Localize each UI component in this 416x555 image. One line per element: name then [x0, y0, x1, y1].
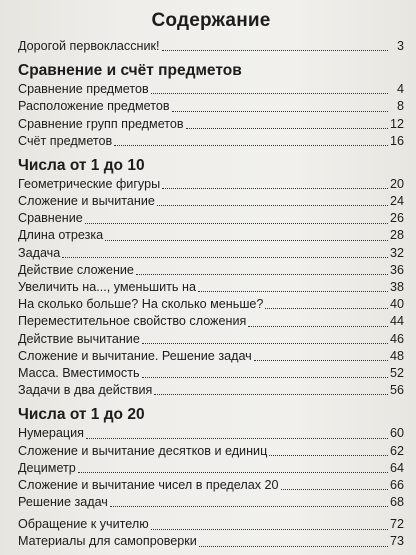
leader-dots: [199, 545, 388, 547]
leader-dots: [151, 528, 388, 530]
toc-entry: [18, 425, 404, 442]
toc-entry: [18, 296, 404, 313]
toc-entry-page: 72: [389, 517, 404, 532]
toc-section: [18, 405, 404, 511]
toc-entry: [18, 365, 404, 382]
toc-entry: [18, 443, 404, 460]
toc-entry: [18, 348, 404, 365]
toc-section: [18, 61, 404, 150]
toc-entry-label: Масса. Вместимость: [18, 365, 140, 380]
toc-entry-label: Сложение и вычитание. Решение задач: [18, 348, 252, 363]
toc-entry: [18, 477, 404, 494]
toc-entry: [18, 313, 404, 330]
leader-dots: [142, 376, 388, 378]
leader-dots: [85, 222, 388, 224]
toc-outro: [18, 516, 404, 550]
toc-entry-page: 56: [389, 383, 404, 398]
toc-entry-label: Геометрические фигуры: [18, 176, 161, 191]
leader-dots: [172, 110, 388, 112]
page-title: Содержание: [151, 10, 271, 31]
toc-entry: [18, 460, 404, 477]
leader-dots: [62, 256, 388, 258]
toc-entry-label: Сложение и вычитание чисел в пределах 20: [18, 477, 279, 492]
toc-entry-label: Задача: [18, 245, 61, 260]
leader-dots: [157, 204, 388, 206]
toc-entry: [18, 534, 404, 551]
leader-dots: [281, 488, 388, 490]
toc-entry: [18, 228, 404, 245]
toc-entry-page: 66: [389, 477, 404, 492]
leader-dots: [248, 325, 388, 327]
leader-dots: [136, 273, 388, 275]
toc-entry: [18, 133, 404, 150]
toc-entry-page: 28: [389, 228, 404, 243]
toc-entry-page: 40: [389, 297, 404, 312]
toc-entry-label: Материалы для самопроверки: [18, 534, 197, 549]
leader-dots: [198, 290, 388, 292]
leader-dots: [154, 393, 388, 395]
toc-entry-label: Сложение и вычитание десятков и единиц: [18, 443, 268, 458]
toc-entry-label: Расположение предметов: [18, 99, 170, 114]
toc-entry: [18, 176, 404, 193]
toc-entry: [18, 98, 404, 115]
toc-entry-page: 73: [389, 534, 404, 549]
toc-entry-page: 64: [389, 460, 404, 475]
toc-entry-page: 60: [389, 426, 404, 441]
toc-entry: [18, 494, 404, 511]
leader-dots: [254, 359, 388, 361]
toc-entry-page: 46: [389, 331, 404, 346]
toc-entry-label: На сколько больше? На сколько меньше?: [18, 297, 264, 312]
toc-entry-page: 16: [389, 133, 404, 148]
toc-entry: [18, 210, 404, 227]
toc-entry-label: Длина отрезка: [18, 228, 104, 243]
toc-entry: [18, 262, 404, 279]
toc-entry-label: Увеличить на..., уменьшить на: [18, 280, 196, 295]
leader-dots: [86, 437, 388, 439]
toc-entry-label: Действие сложение: [18, 262, 134, 277]
toc-entry: [18, 245, 404, 262]
toc-entry-label: Дорогой первоклассник!: [18, 38, 160, 53]
leader-dots: [162, 49, 388, 51]
toc-entry-label: Задачи в два действия: [18, 383, 153, 398]
toc-entry-label: Нумерация: [18, 426, 84, 441]
leader-dots: [114, 144, 388, 146]
leader-dots: [265, 307, 388, 309]
toc-entry-page: 32: [389, 245, 404, 260]
leader-dots: [78, 471, 388, 473]
toc-entry-page: 26: [389, 211, 404, 226]
toc-entry-label: Сравнение групп предметов: [18, 116, 184, 131]
toc-entry-page: 68: [389, 495, 404, 510]
toc-entry-page: 36: [389, 262, 404, 277]
toc-entry-page: 44: [389, 314, 404, 329]
toc-entry-page: 20: [389, 176, 404, 191]
toc-entry: [18, 38, 404, 55]
leader-dots: [110, 505, 388, 507]
toc-entry-page: 48: [389, 348, 404, 363]
toc-entry: [18, 279, 404, 296]
toc-entry-page: 4: [396, 82, 404, 97]
toc-entry-page: 3: [396, 38, 404, 53]
toc-entry: [18, 81, 404, 98]
toc-entry-label: Дециметр: [18, 460, 76, 475]
toc-entry-label: Действие вычитание: [18, 331, 140, 346]
toc-entry: [18, 116, 404, 133]
leader-dots: [186, 127, 388, 129]
section-heading: Числа от 1 до 10: [18, 156, 145, 174]
toc-entry-page: 62: [389, 443, 404, 458]
toc-entry: [18, 382, 404, 399]
toc-entry-label: Переместительное свойство сложения: [18, 314, 247, 329]
toc-entry: [18, 516, 404, 533]
toc-intro: [18, 38, 404, 55]
section-heading: Сравнение и счёт предметов: [18, 62, 242, 80]
toc-entry-label: Обращение к учителю: [18, 517, 149, 532]
toc-entry-page: 24: [389, 194, 404, 209]
toc-entry-page: 38: [389, 280, 404, 295]
leader-dots: [162, 187, 388, 189]
toc-entry-page: 8: [396, 99, 404, 114]
toc-entry-label: Решение задач: [18, 495, 108, 510]
toc-section: [18, 156, 404, 399]
section-heading: Числа от 1 до 20: [18, 406, 145, 424]
toc-entry-label: Счёт предметов: [18, 133, 113, 148]
toc-entry-label: Сравнение: [18, 211, 83, 226]
leader-dots: [105, 239, 388, 241]
leader-dots: [142, 342, 388, 344]
leader-dots: [269, 454, 388, 456]
toc-entry: [18, 193, 404, 210]
toc-entry-label: Сравнение предметов: [18, 82, 149, 97]
toc-entry: [18, 331, 404, 348]
toc-entry-label: Сложение и вычитание: [18, 194, 155, 209]
toc-entry-page: 52: [389, 365, 404, 380]
leader-dots: [151, 92, 388, 94]
toc-entry-page: 12: [389, 116, 404, 131]
